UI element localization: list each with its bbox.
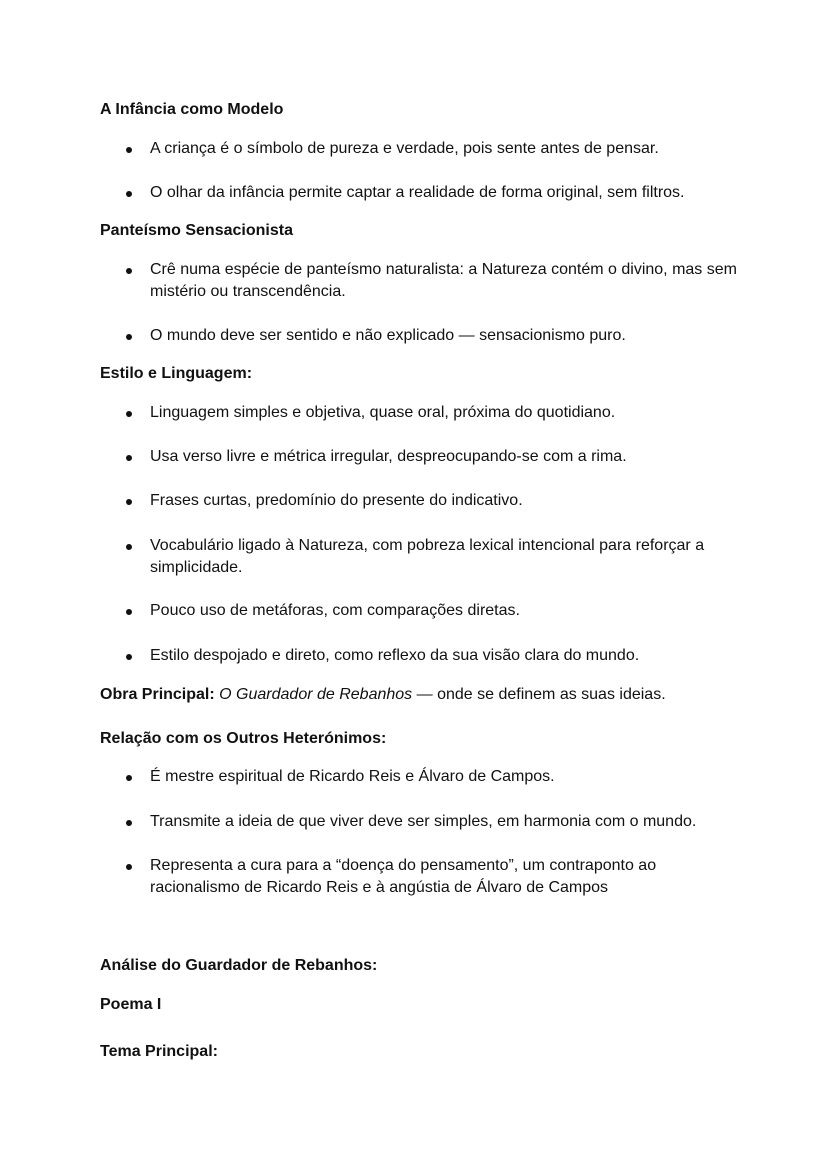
list-item: Vocabulário ligado à Natureza, com pobreza lexical intencional para reforçar a simplicidade. [150, 535, 740, 579]
list-item: A criança é o símbolo de pureza e verdade, pois sente antes de pensar. [150, 138, 740, 160]
bullet-icon [126, 191, 132, 197]
obra-label: Obra Principal: [100, 686, 215, 703]
bullet-icon [126, 820, 132, 826]
list-item: O olhar da infância permite captar a realidade de forma original, sem filtros. [150, 182, 740, 204]
bullet-icon [126, 268, 132, 274]
list-item: O mundo deve ser sentido e não explicado — sensacionismo puro. [150, 325, 740, 347]
bullet-icon [126, 609, 132, 615]
obra-title: O Guardador de Rebanhos [219, 686, 413, 703]
bullet-icon [126, 499, 132, 505]
bullet-icon [126, 455, 132, 461]
list-item: É mestre espiritual de Ricardo Reis e Álvaro de Campos. [150, 766, 740, 788]
list-item: Crê numa espécie de panteísmo naturalista: a Natureza contém o divino, mas sem mistério ou transcendência. [150, 259, 740, 303]
heading-poema: Poema I [100, 996, 162, 1013]
list-item: Transmite a ideia de que viver deve ser simples, em harmonia com o mundo. [150, 811, 740, 833]
list-item: Representa a cura para a “doença do pensamento”, um contraponto ao racionalismo de Ricardo Reis e à angústia de Álvaro de Campos [150, 855, 740, 899]
bullet-icon [126, 654, 132, 660]
heading-estilo: Estilo e Linguagem: [100, 365, 253, 382]
heading-relacao: Relação com os Outros Heterónimos: [100, 730, 387, 747]
list-item: Pouco uso de metáforas, com comparações diretas. [150, 600, 740, 622]
bullet-icon [126, 411, 132, 417]
heading-panteismo: Panteísmo Sensacionista [100, 222, 293, 239]
obra-description: — onde se definem as suas ideias. [412, 686, 666, 703]
bullet-icon [126, 544, 132, 550]
list-item: Usa verso livre e métrica irregular, despreocupando-se com a rima. [150, 446, 740, 468]
heading-analise: Análise do Guardador de Rebanhos: [100, 957, 378, 974]
list-item: Linguagem simples e objetiva, quase oral, próxima do quotidiano. [150, 402, 740, 424]
list-item: Estilo despojado e direto, como reflexo da sua visão clara do mundo. [150, 645, 740, 667]
heading-infancia: A Infância como Modelo [100, 101, 284, 118]
bullet-icon [126, 864, 132, 870]
bullet-icon [126, 147, 132, 153]
list-item: Frases curtas, predomínio do presente do indicativo. [150, 490, 740, 512]
bullet-icon [126, 775, 132, 781]
heading-tema: Tema Principal: [100, 1043, 218, 1060]
bullet-icon [126, 334, 132, 340]
obra-principal [100, 685, 666, 705]
